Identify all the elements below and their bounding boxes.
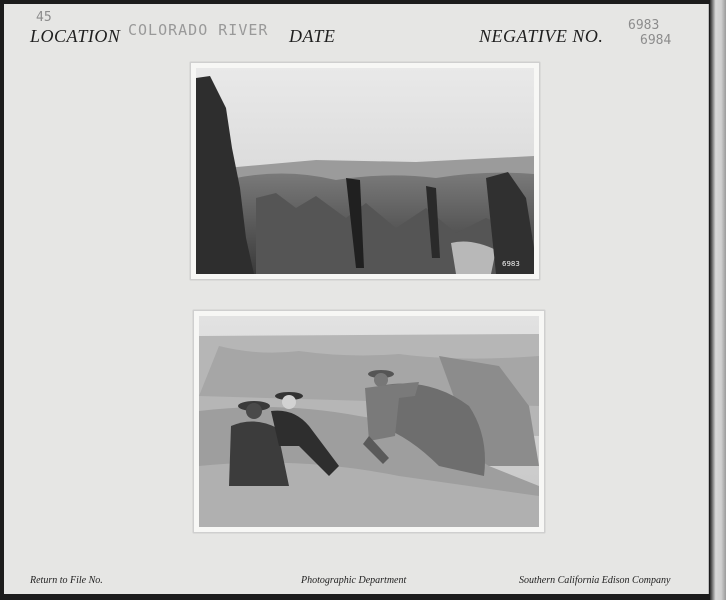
canyon-photo-image xyxy=(196,68,534,274)
negative-number-stamp-2: 6984 xyxy=(640,33,672,48)
canyon-rim-photo xyxy=(193,310,545,533)
department-label: Photographic Department xyxy=(301,575,407,586)
location-label: LOCATION xyxy=(30,26,121,46)
canyon-photo xyxy=(190,62,540,280)
date-label: DATE xyxy=(289,26,336,46)
negative-number-label: NEGATIVE NO. xyxy=(479,26,604,46)
return-to-file-label: Return to File No. xyxy=(30,575,103,586)
card-number-stamp: 45 xyxy=(36,10,52,25)
negative-number-stamp-1: 6983 xyxy=(628,18,660,33)
company-label: Southern California Edison Company xyxy=(519,575,671,586)
archive-card xyxy=(4,4,709,594)
location-value-stamp: COLORADO RIVER xyxy=(128,21,269,39)
canyon-rim-photo-image xyxy=(199,316,539,527)
photo-negative-mark: 6983 xyxy=(502,260,520,268)
scan-edge-strip xyxy=(710,0,726,600)
